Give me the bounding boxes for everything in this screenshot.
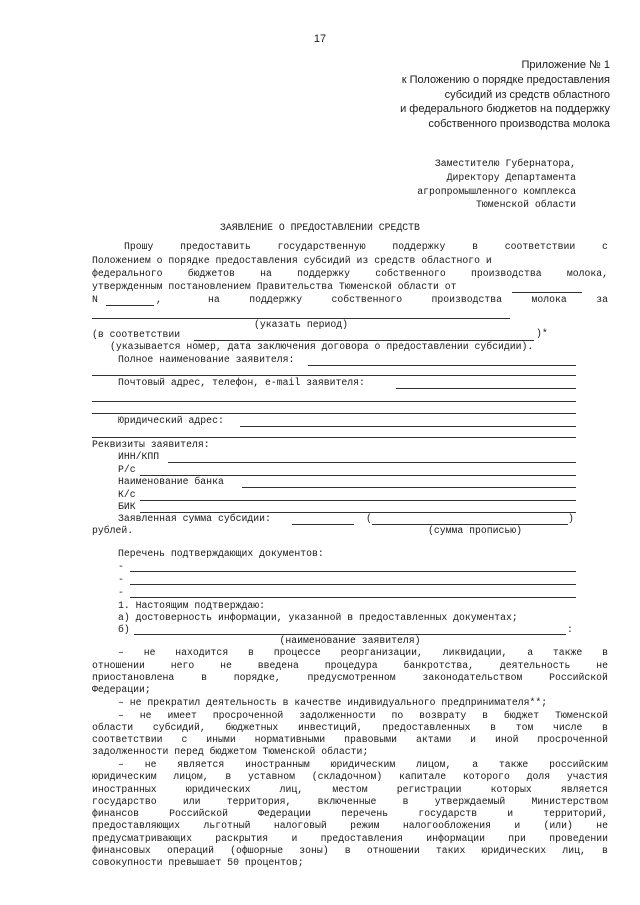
word: том — [515, 722, 534, 733]
rubles-label: рублей. — [92, 525, 134, 536]
word: лицом, — [173, 771, 209, 782]
word: предоставляющих — [92, 820, 181, 831]
word: не — [596, 820, 608, 831]
word: за — [596, 294, 608, 305]
word: государственную — [277, 241, 366, 252]
document-bullet: - — [118, 561, 124, 572]
word: собственного — [375, 268, 446, 279]
page-number: 17 — [313, 33, 327, 45]
word: местом — [332, 784, 368, 795]
appendix-line: собственного производства молока — [428, 118, 610, 131]
word: области — [92, 722, 134, 733]
postal-field[interactable] — [396, 388, 576, 389]
addressee-line: агропромышленного комплекса — [417, 185, 576, 197]
clause-1-line-1 — [118, 647, 608, 659]
word: не — [220, 660, 232, 671]
amount-field[interactable] — [292, 524, 354, 525]
addressee-block — [316, 157, 576, 212]
intro-line-4: утвержденным постановлением Правительства Тюменской области от — [92, 281, 457, 292]
word: не — [143, 647, 156, 658]
word: – — [118, 710, 124, 721]
bank-field[interactable] — [242, 487, 576, 488]
clause-4-line-7 — [92, 833, 608, 845]
word: лицом, — [416, 759, 452, 770]
clause-1-line-4: Федерации; — [92, 684, 151, 695]
word: законодательством — [422, 672, 523, 683]
word: на — [260, 268, 272, 279]
clause-4-line-9: совокупности превышает 50 процентов; — [92, 857, 304, 868]
word: с — [602, 241, 608, 252]
word: проведении — [549, 833, 608, 844]
word: российским — [549, 759, 608, 770]
word: банкротства, — [403, 660, 474, 671]
applicant-name-hint: (наименование заявителя) — [279, 635, 421, 646]
word: также — [498, 759, 529, 770]
document-title: ЗАЯВЛЕНИЕ О ПРЕДОСТАВЛЕНИИ СРЕДСТВ — [220, 222, 420, 233]
word: реорганизации, — [340, 647, 423, 658]
word: Российской — [169, 808, 228, 819]
word: и — [507, 808, 514, 819]
confirm-item-b: б) — [118, 624, 130, 635]
word: и — [291, 833, 298, 844]
document-field-2[interactable] — [130, 584, 576, 585]
legal-address-field[interactable] — [240, 426, 576, 427]
word: собственного — [331, 294, 403, 305]
confirm-heading: 1. Настоящим подтверждаю: — [118, 600, 265, 611]
word: не — [596, 660, 608, 671]
addressee-line: Заместителю Губернатора, — [434, 158, 576, 169]
word: отношении — [366, 845, 420, 856]
word: предоставленных — [382, 722, 471, 733]
word: на — [208, 294, 220, 305]
ks-label: К/с — [118, 489, 136, 500]
word: порядке, — [233, 672, 281, 683]
word: молока, — [566, 268, 608, 279]
word: лиц, — [279, 784, 304, 795]
confirm-item-b-colon: : — [567, 624, 573, 635]
word: бюджет — [503, 710, 540, 721]
word: отношении — [92, 660, 145, 671]
full-name-field[interactable] — [308, 365, 576, 366]
addressee-line: Директору Департамента — [446, 171, 576, 183]
word: – — [118, 759, 124, 770]
word: приостановлена — [92, 672, 175, 683]
word: Российской — [549, 672, 608, 683]
word: которого — [462, 771, 510, 782]
word: в — [482, 710, 488, 721]
word: является — [560, 784, 608, 795]
word: юридическим — [92, 771, 157, 782]
postal-label: Почтовый адрес, телефон, e-mail заявителя: — [118, 377, 365, 388]
appendix-line: к Положению о порядке предоставления — [401, 73, 610, 86]
document-bullet: - — [118, 587, 124, 598]
clause-3-line-1 — [118, 710, 608, 722]
clause-1-line-3 — [92, 672, 608, 684]
word: производства — [431, 294, 503, 305]
clause-3-line-3 — [92, 734, 608, 746]
word: с — [181, 734, 188, 745]
word: предоставления — [320, 833, 403, 844]
word: просроченной — [537, 734, 608, 745]
legal-address-label: Юридический адрес: — [118, 415, 224, 426]
word: молока — [531, 294, 567, 305]
amount-words-hint: (сумма прописью) — [428, 525, 523, 536]
word: соответствии — [92, 734, 163, 745]
word: предоставить — [180, 241, 251, 252]
word: раскрытия — [215, 833, 269, 844]
intro-line-2: Положением о порядке предоставления субсидий из средств областного и — [92, 255, 492, 266]
word: предусмотренном — [307, 672, 396, 683]
word: также — [552, 647, 583, 658]
clause-4-line-2 — [92, 771, 608, 783]
word: а — [472, 759, 479, 770]
word: перечень — [341, 808, 389, 819]
word: поддержку — [297, 268, 350, 279]
word: финансов — [92, 808, 140, 819]
addressee-line: Тюменской области — [476, 199, 576, 211]
intro-line-3 — [92, 268, 608, 280]
agreement-suffix: )* — [536, 328, 548, 339]
word: производства — [471, 268, 542, 279]
word: федерального — [92, 268, 163, 279]
word: возврату — [419, 710, 467, 721]
word: иными — [206, 734, 236, 745]
word: капитале — [399, 771, 447, 782]
word: и — [470, 734, 477, 745]
document-bullet: - — [118, 574, 124, 585]
word: правовыми — [344, 734, 398, 745]
word: процессе — [273, 647, 321, 658]
word: введена — [257, 660, 299, 671]
word: в — [225, 771, 232, 782]
word: актами — [415, 734, 452, 745]
word: (складочном) — [311, 771, 383, 782]
word: иностранных — [92, 784, 157, 795]
word: в — [490, 722, 497, 733]
word: налоговый — [273, 820, 327, 831]
word: территорий, — [543, 808, 608, 819]
word: просроченной — [212, 710, 284, 721]
document-page: 17 Приложение № 1 к Положению о порядке предоставления субсидий из средств областного и федерального бюджетов на поддержку собственного производства молока Заместителю Губернатора, Директору Департамента агропромышленного комплекса Тюменской области ЗАЯВЛЕНИЕ О ПРЕДОСТАВЛЕНИИ СРЕДСТВ Прошу предоставить государственную поддержку в соответствии с Положением о порядке предоставления субсидий из средств областного и федерального бюджетов на поддержку собственного производства молока, утвержденным постановлением Правительства Тюменской области от N , на поддержку собственного производства молока за (указать период) (в соответствии )* (указывается номер, дата заключения договора о предоставлении субсидии). Полное наименование заявителя: Почтовый адрес, телефон, e-mail заявителя: Юридический адрес: Реквизиты заявителя: ИНН/КПП Р/с Наименование банка К/с БИК Заявленная сумма субсидии: ( ) рублей. (сумма прописью) Перечень подтверждающих документов: - - - 1. Настоящим подтверждаю: а) достоверность информации, указанной в предоставленных документах; б) : (наименование заявителя) – не находится в процессе реорганизации, ликвидации, а также в отношении него не введена процедура банкротства, деятельность не приостановлена в порядке, предусмотренном законодательством Российской Федерации; – не прекратил деятельность в качестве индивидуального предпринимателя**; – не имеет просроченной задолженности по возврату в бюджет Тюменской области субсидий, бюджетных инвестиций, предоставленных в том числе в соответствии с иными нормативными правовыми актами и иной просроченной задолженности перед бюджетом Тюменской области; – не является иностранным юридическим лицом, а также российским юридическим лицом, в уставном (складочном) капитале которого доля участия иностранных юридических лиц, местом регистрации которых является государство или территория, включенные в утверждаемый Министерством финансов Российской Федерации перечень государств и территорий, предоставляющих льготный налоговый режим налогообложения и (или) не предусматривающих раскрытия и предоставления информации при проведении финансовых операций (офшорные зоны) в отношении таких юридических лиц, в совокупности превышает 50 процентов; — [0, 0, 640, 905]
intro-line-5 — [208, 294, 608, 306]
word: (или) — [543, 820, 573, 831]
confirm-item-a: а) достоверность информации, указанной в предоставленных документах; — [118, 612, 518, 623]
word: юридическим — [330, 759, 396, 770]
legal-address-field-line-2[interactable] — [92, 437, 576, 438]
word: не — [144, 759, 157, 770]
full-name-field-line-2[interactable] — [92, 375, 576, 376]
word: соответствии — [504, 241, 576, 252]
word: числе — [552, 722, 583, 733]
period-hint: (указать период) — [253, 319, 349, 330]
clause-4-line-5 — [92, 808, 608, 820]
word: Федерации — [258, 808, 312, 819]
word: налогообложения — [402, 820, 491, 831]
word: утверждаемый — [434, 796, 506, 807]
word: предусматривающих — [92, 833, 192, 844]
inn-label: ИНН/КПП — [118, 451, 160, 462]
word: зоны) — [299, 845, 329, 856]
word: в — [602, 722, 608, 733]
clause-4-line-3 — [92, 784, 608, 796]
word: в — [201, 672, 207, 683]
agreement-prefix: (в соответствии — [92, 329, 181, 340]
word: является — [177, 759, 225, 770]
clause-1-line-2 — [92, 660, 608, 672]
word: поддержку — [249, 294, 303, 305]
bank-label: Наименование банка — [118, 476, 224, 487]
word: ликвидации, — [442, 647, 508, 658]
clause-3-line-4: задолженности перед бюджетом Тюменской области; — [92, 746, 369, 757]
word: по — [391, 710, 404, 721]
word: участия — [566, 771, 608, 782]
word: деятельность — [499, 660, 571, 671]
word: (офшорные — [230, 845, 284, 856]
word: юридических — [481, 845, 547, 856]
word: не — [139, 710, 152, 721]
word: инвестиций, — [297, 722, 363, 733]
word: – — [118, 647, 124, 658]
word: в — [402, 796, 409, 807]
clause-4-line-1 — [118, 759, 608, 771]
word: в — [602, 845, 608, 856]
agreement-hint: (указывается номер, дата заключения договора о предоставлении субсидии). — [110, 341, 534, 352]
postal-field-line-2[interactable] — [92, 401, 576, 402]
clause-4-line-4 — [92, 796, 608, 808]
word: включенные — [317, 796, 377, 807]
word: лиц, — [562, 845, 586, 856]
word: находится — [175, 647, 229, 658]
ks-field[interactable] — [140, 500, 576, 501]
word: Прошу — [124, 241, 154, 252]
word: или — [182, 796, 201, 807]
word: территория, — [226, 796, 292, 807]
word: уставном — [248, 771, 296, 782]
word: задолженности — [299, 710, 376, 721]
decree-number-field[interactable] — [106, 305, 154, 306]
word: государство — [92, 796, 157, 807]
appendix-line: Приложение № 1 — [521, 59, 610, 71]
clause-2: – не прекратил деятельность в качестве индивидуального предпринимателя**; — [118, 697, 548, 708]
bik-label: БИК — [118, 501, 136, 512]
word: имеет — [167, 710, 197, 721]
word: в — [248, 647, 254, 658]
clause-4-line-6 — [92, 820, 608, 832]
clause-3-line-2 — [92, 722, 608, 734]
appendix-line: субсидий из средств областного — [444, 88, 610, 101]
word: Министерством — [531, 796, 608, 807]
word: льготный — [203, 820, 251, 831]
word: режим — [350, 820, 380, 831]
word: и — [514, 820, 521, 831]
decree-date-field[interactable] — [512, 292, 582, 293]
word: таких — [435, 845, 466, 856]
word: юридических — [185, 784, 251, 795]
requisites-label: Реквизиты заявителя: — [92, 439, 210, 450]
word: нормативными — [254, 734, 326, 745]
full-name-label: Полное наименование заявителя: — [118, 354, 295, 365]
word: в — [602, 647, 608, 658]
clause-4-line-8 — [92, 845, 608, 857]
postal-field-line-3[interactable] — [92, 413, 576, 414]
word: информации — [426, 833, 485, 844]
word: в — [472, 241, 478, 252]
word: государств — [418, 808, 478, 819]
word: регистрации — [396, 784, 462, 795]
word: при — [508, 833, 526, 844]
word: иностранным — [245, 759, 310, 770]
rs-label: Р/с — [118, 464, 136, 475]
word: финансовых — [92, 845, 151, 856]
word: него — [170, 660, 195, 671]
document-field-3[interactable] — [130, 597, 576, 598]
word: субсидий, — [152, 722, 206, 733]
documents-heading: Перечень подтверждающих документов: — [118, 548, 324, 559]
decree-number-label: N — [92, 294, 98, 305]
word: доля — [526, 771, 551, 782]
appendix-line: и федерального бюджетов на поддержку — [400, 103, 610, 116]
word: бюджетов — [187, 268, 235, 279]
word: процедура — [324, 660, 378, 671]
intro-line-1 — [124, 241, 608, 253]
word: бюджетных — [225, 722, 279, 733]
word: иной — [494, 734, 519, 745]
word: поддержку — [392, 241, 446, 252]
word: в — [344, 845, 351, 856]
word: а — [527, 647, 534, 658]
word: Тюменской — [555, 710, 608, 721]
inn-field[interactable] — [168, 462, 576, 463]
document-field-1[interactable] — [130, 571, 576, 572]
appendix-header — [310, 58, 610, 132]
word: которых — [490, 784, 532, 795]
amount-label: Заявленная сумма субсидии: — [118, 513, 271, 524]
word: операций — [166, 845, 214, 856]
